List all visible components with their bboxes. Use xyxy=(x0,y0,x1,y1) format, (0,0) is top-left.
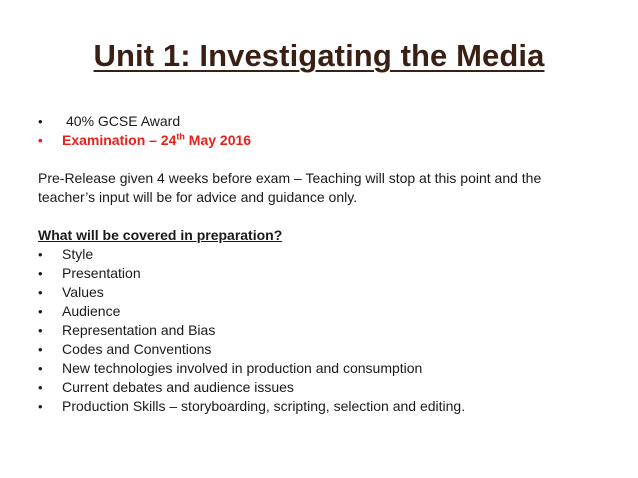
list-item xyxy=(38,321,598,340)
list-item-label: Presentation xyxy=(62,265,141,281)
bullet-icon: • xyxy=(38,304,43,319)
bullet-icon: • xyxy=(38,342,43,357)
bullet-icon: • xyxy=(38,247,43,262)
list-item xyxy=(38,378,598,397)
pre-release-paragraph: Pre-Release given 4 weeks before exam – Teaching will stop at this point and the teacher’s input will be for advice and guidance only. xyxy=(38,170,542,205)
list-item-label: Style xyxy=(62,246,94,262)
list-item-label: Production Skills – storyboarding, scripting, selection and editing. xyxy=(62,398,466,414)
topic-list xyxy=(38,245,598,416)
bullet-icon: • xyxy=(38,361,43,376)
examination-suffix: May 2016 xyxy=(184,132,252,148)
list-item-label: Representation and Bias xyxy=(62,322,216,338)
list-item xyxy=(38,264,598,283)
bullet-icon: • xyxy=(38,114,43,129)
list-item-label: Audience xyxy=(62,303,121,319)
bullet-icon: • xyxy=(38,399,43,414)
bullet-icon: • xyxy=(38,380,43,395)
bullet-text: 40% GCSE Award xyxy=(66,113,181,129)
bullet-item-examination xyxy=(38,131,598,150)
list-item xyxy=(38,302,598,321)
bullet-icon: • xyxy=(38,285,43,300)
list-item xyxy=(38,359,598,378)
list-item xyxy=(38,283,598,302)
list-item xyxy=(38,340,598,359)
list-item-label: Values xyxy=(62,284,104,300)
list-item xyxy=(38,397,598,416)
bullet-icon: • xyxy=(38,266,43,281)
list-item-label: Current debates and audience issues xyxy=(62,379,294,395)
slide-title: Unit 1: Investigating the Media xyxy=(93,38,545,73)
bullet-icon: • xyxy=(38,323,43,338)
list-item-label: New technologies involved in production and consumption xyxy=(62,360,423,376)
slide-content xyxy=(38,112,598,416)
examination-prefix: Examination – 24 xyxy=(62,132,177,148)
preparation-subheading: What will be covered in preparation? xyxy=(38,227,283,243)
list-item-label: Codes and Conventions xyxy=(62,341,212,357)
examination-ordinal-suffix: th xyxy=(176,131,185,142)
bullet-icon: • xyxy=(38,133,43,148)
bullet-item-award xyxy=(38,112,598,131)
examination-date-text xyxy=(62,131,251,150)
list-item xyxy=(38,245,598,264)
